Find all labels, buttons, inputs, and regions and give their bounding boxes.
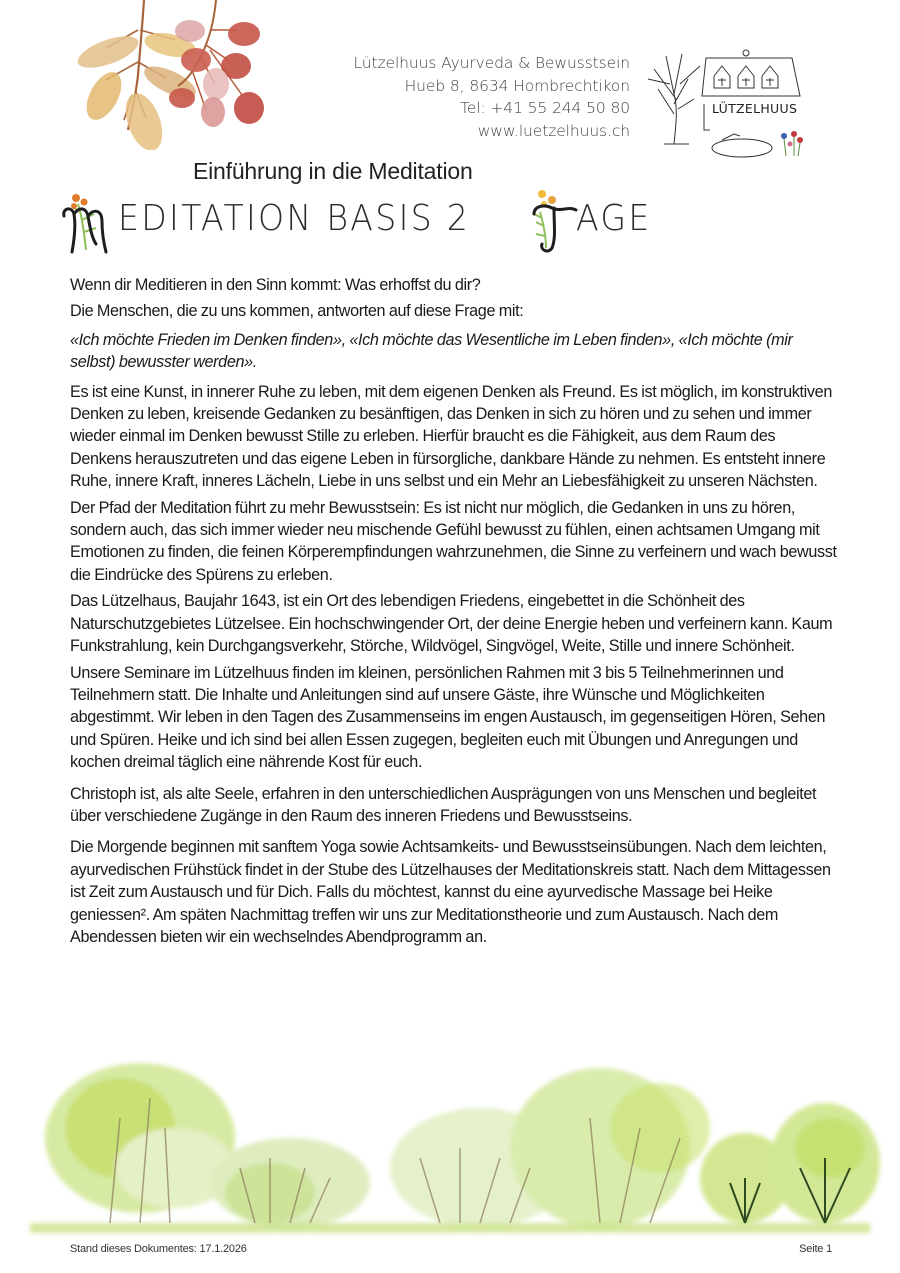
title-part-1: EDITATION BASIS 2 xyxy=(118,198,471,239)
organization-name: Lützelhuus Ayurveda & Bewusstsein xyxy=(353,54,630,72)
paragraph-christoph: Christoph ist, als alte Seele, erfahren in den unterschiedlichen Ausprägungen von uns Menschen und begleitet über verschiedene Zugänge in den Raum des inneren Friedens und Bewusstseins. xyxy=(70,784,817,825)
paragraph-art-of-calm: Es ist eine Kunst, in innerer Ruhe zu leben, mit dem eigenen Denken als Freund. Es ist möglich, im konstruktiven Denken zu leben, kreisende Gedanken zu besänftigen, das Denken in sich zu hören und zu sehen und immer wieder einmal im Denken bewusst Stille zu erleben. Hierfür braucht es die Fähigkeit, aus dem Raum des Denkens herauszutreten und das eigene Leben in fürsorgliche, dankbare Hände zu nehmen. Es entsteht innere Ruhe, innere Kraft, inneres Lächeln, Liebe in uns selbst und ein Mehr an Liebesfähigkeit zu unseren Nächsten. xyxy=(70,382,832,491)
flower-initial-t-icon xyxy=(530,186,580,256)
document-date: Stand dieses Dokumentes: 17.1.2026 xyxy=(70,1243,247,1255)
document-body xyxy=(70,274,840,952)
page-title xyxy=(60,186,660,256)
page-subtitle: Einführung in die Meditation xyxy=(193,158,473,184)
title-part-2: AGE xyxy=(576,198,652,239)
phone-number[interactable]: Tel: +41 55 244 50 80 xyxy=(460,99,630,117)
page-number: Seite 1 xyxy=(799,1243,832,1255)
paragraph-luetzelhaus: Das Lützelhaus, Baujahr 1643, ist ein Ort des lebendigen Friedens, eingebettet in die Schönheit des Naturschutzgebietes Lützelsee. Ein hochschwingender Ort, der deine Energie heben und verfeinern kann. Kaum Funkstrahlung, kein Durchgangsverkehr, Störche, Wildvögel, Singvögel, Weite, Stille und innere Schönheit. xyxy=(70,592,833,656)
website-link[interactable]: www.luetzelhuus.ch xyxy=(477,121,630,140)
watercolor-leaves-berries-icon xyxy=(66,0,266,150)
page-title-text xyxy=(118,198,498,239)
paragraph-seminars: Unsere Seminare im Lützelhuus finden im kleinen, persönlichen Rahmen mit 3 bis 5 Teilnehmerinnen und Teilnehmern statt. Die Inhalte und Anleitungen sind auf unsere Gäste, ihre Wünsche und Möglichkeiten abgestimmt. Wir leben in den Tagen des Zusammenseins im engen Austausch, im gegenseitigen Hören, Sehen und Spüren. Heike und ich sind bei allen Essen zugegen, begleiten euch mit Übungen und Anregungen und kochen dreimal täglich eine nährende Kost für euch. xyxy=(70,663,826,772)
intro-question: Wenn dir Meditieren in den Sinn kommt: Was erhoffst du dir? xyxy=(70,276,481,294)
quotes: «Ich möchte Frieden im Denken finden», «Ich möchte das Wesentliche im Leben finden», «Ich möchte (mir selbst) bewusster werden». xyxy=(70,330,793,372)
address: Hueb 8, 8634 Hombrechtikon xyxy=(404,76,630,95)
paragraph-daily-schedule: Die Morgende beginnen mit sanftem Yoga sowie Achtsamkeits- und Bewusstseinsübungen. Nach dem leichten, ayurvedischen Frühstück findet in der Stube des Lützelhauses der Meditationskreis statt. Nach dem Mittagessen ist Zeit zum Austausch und für Dich. Falls du möchtest, kannst du eine ayurvedische Massage bei Heike geniessen². Am späten Nachmittag treffen wir uns zur Meditationstheorie und zum Austausch. Nach dem Abendessen bieten wir ein wechselndes Abendprogramm an. xyxy=(70,838,831,946)
intro-answer-lead: Die Menschen, die zu uns kommen, antworten auf diese Frage mit: xyxy=(70,302,524,321)
page-footer xyxy=(70,1243,832,1255)
contact-block xyxy=(354,52,630,142)
paragraph-path-of-meditation: Der Pfad der Meditation führt zu mehr Bewusstsein: Es ist nicht nur möglich, die Gedanken in uns zu hören, sondern auch, das sich immer wieder neu mischende Gefühl bewusst zu fühlen, einen achtsamen Umgang mit Emotionen zu finden, die feinen Körperempfindungen wahrzunehmen, die Sinne zu verfeinern und wach bewusst die Eindrücke des Spürens zu erleben. xyxy=(70,498,837,584)
flower-initial-m-icon xyxy=(60,186,120,256)
watercolor-trees-shrubs-icon xyxy=(0,1058,900,1238)
logo-wordmark: LÜTZELHUUS xyxy=(712,101,798,116)
